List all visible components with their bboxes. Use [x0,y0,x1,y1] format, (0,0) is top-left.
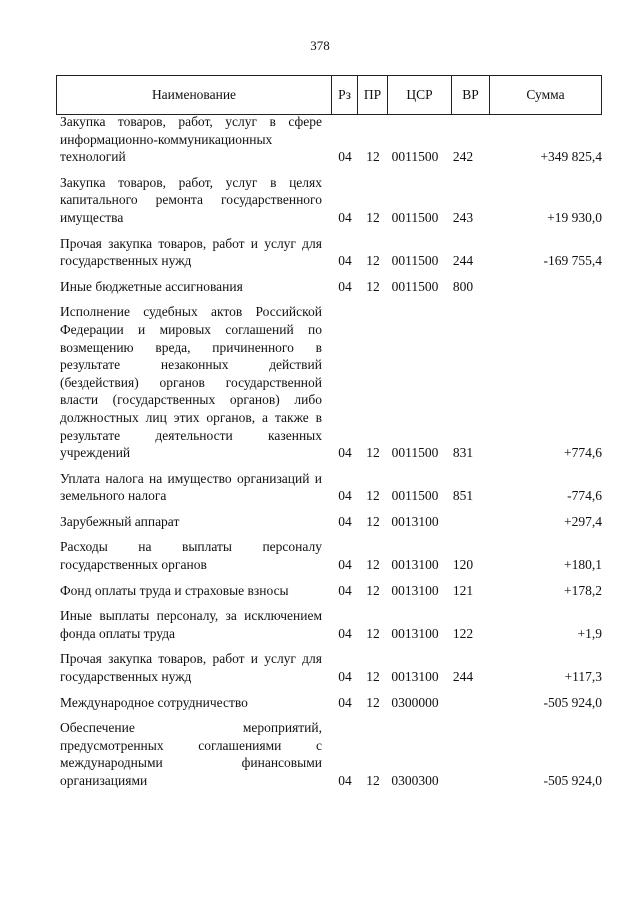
row-rz: 04 [338,694,352,710]
row-pr: 12 [366,557,380,573]
row-pr: 12 [366,582,380,598]
row-csr: 0011500 [391,149,439,165]
table-row [60,235,602,270]
row-csr: 0300300 [391,773,439,788]
row-name: Фонд оплаты труда и страховые взносы [60,582,289,598]
row-rz: 04 [338,669,352,685]
row-rz: 04 [338,445,352,461]
row-pr: 12 [366,773,380,788]
table-header [56,75,602,115]
row-pr: 12 [366,209,380,225]
row-sum: +774,6 [564,445,602,461]
table-row [60,174,602,227]
row-name: Исполнение судебных актов Российской Федерации и мировых соглашений по возмещению вреда, причиненного в результате незаконных действий (бездействия) органов государственной власти (государственных органов) либо должностных лиц этих органов, а также в результате деятельности казенных учреждений [60,304,322,461]
row-vr: 831 [452,445,474,461]
row-name: Прочая закупка товаров, работ и услуг для государственных нужд [60,235,322,269]
row-sum: -505 924,0 [543,694,602,710]
row-vr: 120 [452,557,474,573]
header-name: Наименование [56,76,332,114]
row-pr: 12 [366,149,380,165]
row-rz: 04 [338,557,352,573]
row-pr: 12 [366,694,380,710]
row-rz: 04 [338,513,352,529]
row-rz: 04 [338,278,352,294]
row-pr: 12 [366,488,380,504]
row-rz: 04 [338,625,352,641]
table-row [60,538,602,573]
row-sum: +1,9 [577,625,602,641]
row-vr: 242 [452,149,474,165]
row-rz: 04 [338,149,352,165]
row-pr: 12 [366,669,380,685]
row-sum: -169 755,4 [543,253,602,269]
header-rz: Рз [332,76,358,114]
row-rz: 04 [338,773,352,788]
row-vr: 121 [452,582,474,598]
row-rz: 04 [338,488,352,504]
row-csr: 0013100 [391,557,439,573]
table-body [60,113,602,798]
row-sum: +180,1 [564,557,602,573]
header-sum: Сумма [490,76,602,114]
row-pr: 12 [366,445,380,461]
table-row [60,113,602,166]
row-name: Закупка товаров, работ, услуг в целях капитального ремонта государственного имущества [60,174,322,225]
table-row [60,513,602,531]
row-vr: 244 [452,669,474,685]
table-row [60,607,602,642]
row-pr: 12 [366,625,380,641]
row-csr: 0300000 [391,694,439,710]
row-csr: 0011500 [391,488,439,504]
row-name: Зарубежный аппарат [60,513,180,529]
page-number: 378 [310,38,330,53]
row-pr: 12 [366,278,380,294]
row-name: Уплата налога на имущество организаций и земельного налога [60,470,322,504]
row-name: Международное сотрудничество [60,694,248,710]
row-rz: 04 [338,209,352,225]
table-row [60,694,602,712]
row-rz: 04 [338,582,352,598]
row-rz: 04 [338,253,352,269]
row-sum: +178,2 [564,582,602,598]
row-name: Расходы на выплаты персоналу государственных органов [60,539,322,573]
row-name: Прочая закупка товаров, работ и услуг для государственных нужд [60,651,322,685]
row-name: Обеспечение мероприятий, предусмотренных соглашениями с международными финансовыми организациями [60,720,322,788]
row-name: Иные бюджетные ассигнования [60,278,243,294]
table-row [60,650,602,685]
row-pr: 12 [366,253,380,269]
row-sum: -505 924,0 [543,773,602,788]
row-vr: 243 [452,209,474,225]
row-vr: 244 [452,253,474,269]
row-sum: +349 825,4 [540,149,602,165]
row-csr: 0013100 [391,582,439,598]
table-row [60,719,602,789]
row-sum: +19 930,0 [547,209,602,225]
row-csr: 0011500 [391,445,439,461]
row-csr: 0011500 [391,209,439,225]
table-row [60,278,602,296]
table-row [60,582,602,600]
row-name: Иные выплаты персоналу, за исключением фонда оплаты труда [60,608,322,641]
table-row [60,303,602,461]
row-csr: 0011500 [391,253,439,269]
row-csr: 0011500 [391,278,439,294]
row-pr: 12 [366,513,380,529]
row-vr: 800 [452,278,474,294]
row-csr: 0013100 [391,625,439,641]
row-csr: 0013100 [391,513,439,529]
header-csr: ЦСР [388,76,452,114]
table-row [60,470,602,505]
header-pr: ПР [358,76,388,114]
row-vr: 122 [452,625,474,641]
row-sum: +117,3 [564,669,602,685]
row-vr: 851 [452,488,474,504]
row-sum: -774,6 [567,488,602,504]
header-vr: ВР [452,76,490,114]
row-sum: +297,4 [564,513,602,529]
row-csr: 0013100 [391,669,439,685]
row-name: Закупка товаров, работ, услуг в сфере информационно-коммуникационных технологий [60,114,322,165]
